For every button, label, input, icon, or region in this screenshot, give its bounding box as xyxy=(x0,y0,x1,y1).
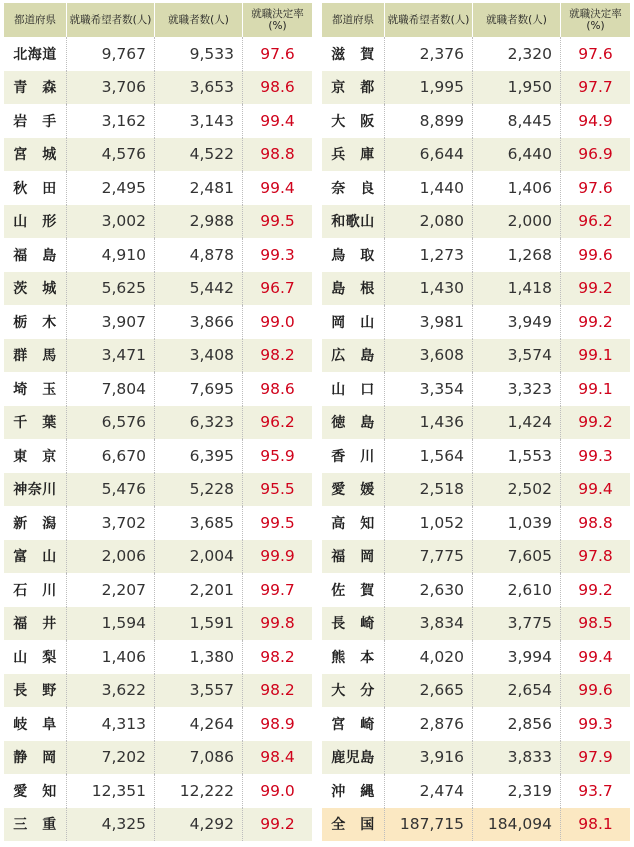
table-row xyxy=(4,372,312,406)
employed-cell: 1,039 xyxy=(472,506,560,540)
employed-cell: 5,442 xyxy=(154,272,242,306)
table-row xyxy=(322,272,630,306)
employed-cell: 7,605 xyxy=(472,540,560,574)
prefecture-cell: 沖 縄 xyxy=(331,783,375,800)
table-row xyxy=(322,506,630,540)
header-rate-line1: 就職決定率 xyxy=(251,8,304,20)
table-body-left xyxy=(4,37,312,841)
prefecture-cell: 長 野 xyxy=(13,683,57,700)
employed-cell: 2,654 xyxy=(472,674,560,708)
rate-cell: 98.5 xyxy=(560,607,630,641)
table-row xyxy=(4,238,312,272)
prefecture-cell: 全 国 xyxy=(331,817,375,834)
table-row xyxy=(322,540,630,574)
table-row xyxy=(4,138,312,172)
employed-cell: 7,086 xyxy=(154,741,242,775)
applicants-cell: 4,020 xyxy=(384,640,472,674)
employed-cell: 2,004 xyxy=(154,540,242,574)
applicants-cell: 1,995 xyxy=(384,71,472,105)
prefecture-cell: 富 山 xyxy=(13,549,57,566)
applicants-cell: 4,576 xyxy=(66,138,154,172)
employed-cell: 3,685 xyxy=(154,506,242,540)
applicants-cell: 2,376 xyxy=(384,37,472,71)
rate-cell: 98.2 xyxy=(242,339,312,373)
rate-cell: 99.4 xyxy=(242,171,312,205)
prefecture-cell: 岐 阜 xyxy=(13,716,57,733)
applicants-cell: 2,495 xyxy=(66,171,154,205)
table-row xyxy=(4,37,312,71)
prefecture-cell: 東 京 xyxy=(13,448,57,465)
rate-cell: 95.9 xyxy=(242,439,312,473)
employed-cell: 9,533 xyxy=(154,37,242,71)
applicants-cell: 3,702 xyxy=(66,506,154,540)
rate-cell: 99.3 xyxy=(560,707,630,741)
rate-cell: 99.2 xyxy=(560,573,630,607)
employed-cell: 1,424 xyxy=(472,406,560,440)
rate-cell: 99.9 xyxy=(242,540,312,574)
applicants-cell: 1,564 xyxy=(384,439,472,473)
prefecture-cell: 静 岡 xyxy=(13,750,57,767)
table-row xyxy=(322,37,630,71)
total-row xyxy=(322,808,630,842)
rate-cell: 99.8 xyxy=(242,607,312,641)
employed-cell: 3,833 xyxy=(472,741,560,775)
table-row xyxy=(322,640,630,674)
table-row xyxy=(322,339,630,373)
table-row xyxy=(4,607,312,641)
rate-cell: 97.7 xyxy=(560,71,630,105)
applicants-cell: 2,207 xyxy=(66,573,154,607)
applicants-cell: 5,476 xyxy=(66,473,154,507)
rate-cell: 98.1 xyxy=(560,808,630,842)
header-rate-line2: (%) xyxy=(268,20,287,32)
prefecture-cell: 和歌山 xyxy=(331,214,375,231)
applicants-cell: 2,080 xyxy=(384,205,472,239)
employed-cell: 6,323 xyxy=(154,406,242,440)
employed-cell: 4,522 xyxy=(154,138,242,172)
rate-cell: 99.0 xyxy=(242,305,312,339)
applicants-cell: 1,436 xyxy=(384,406,472,440)
applicants-cell: 7,804 xyxy=(66,372,154,406)
applicants-cell: 9,767 xyxy=(66,37,154,71)
rate-cell: 97.9 xyxy=(560,741,630,775)
prefecture-cell: 山 梨 xyxy=(13,649,57,666)
employed-cell: 4,878 xyxy=(154,238,242,272)
header-employed: 就職者数(人) xyxy=(472,3,560,37)
employed-cell: 3,994 xyxy=(472,640,560,674)
applicants-cell: 3,834 xyxy=(384,607,472,641)
prefecture-cell: 三 重 xyxy=(13,817,57,834)
employed-cell: 3,775 xyxy=(472,607,560,641)
table-row xyxy=(4,439,312,473)
rate-cell: 96.2 xyxy=(242,406,312,440)
table-row xyxy=(4,808,312,842)
employed-cell: 2,856 xyxy=(472,707,560,741)
table-row xyxy=(322,305,630,339)
table-row xyxy=(322,473,630,507)
employment-table-left xyxy=(4,3,312,841)
table-row xyxy=(4,674,312,708)
rate-cell: 97.6 xyxy=(242,37,312,71)
employed-cell: 3,653 xyxy=(154,71,242,105)
employed-cell: 184,094 xyxy=(472,808,560,842)
prefecture-cell: 奈 良 xyxy=(331,180,375,197)
rate-cell: 99.3 xyxy=(560,439,630,473)
employed-cell: 2,000 xyxy=(472,205,560,239)
employed-cell: 2,320 xyxy=(472,37,560,71)
applicants-cell: 4,910 xyxy=(66,238,154,272)
employed-cell: 6,440 xyxy=(472,138,560,172)
rate-cell: 97.6 xyxy=(560,171,630,205)
employed-cell: 2,201 xyxy=(154,573,242,607)
table-row xyxy=(322,774,630,808)
employed-cell: 4,264 xyxy=(154,707,242,741)
prefecture-cell: 宮 城 xyxy=(13,147,57,164)
employed-cell: 3,866 xyxy=(154,305,242,339)
prefecture-cell: 福 岡 xyxy=(331,549,375,566)
header-prefecture: 都道府県 xyxy=(332,14,374,26)
applicants-cell: 2,474 xyxy=(384,774,472,808)
prefecture-cell: 茨 城 xyxy=(13,281,57,298)
rate-cell: 99.2 xyxy=(560,272,630,306)
prefecture-cell: 広 島 xyxy=(331,348,375,365)
applicants-cell: 6,670 xyxy=(66,439,154,473)
applicants-cell: 4,325 xyxy=(66,808,154,842)
rate-cell: 96.7 xyxy=(242,272,312,306)
table-row xyxy=(322,138,630,172)
applicants-cell: 4,313 xyxy=(66,707,154,741)
table-row xyxy=(4,774,312,808)
applicants-cell: 7,775 xyxy=(384,540,472,574)
applicants-cell: 2,665 xyxy=(384,674,472,708)
employed-cell: 2,319 xyxy=(472,774,560,808)
prefecture-cell: 宮 崎 xyxy=(331,716,375,733)
employed-cell: 1,950 xyxy=(472,71,560,105)
prefecture-cell: 京 都 xyxy=(331,80,375,97)
table-row xyxy=(322,439,630,473)
employed-cell: 3,574 xyxy=(472,339,560,373)
employed-cell: 3,143 xyxy=(154,104,242,138)
rate-cell: 98.9 xyxy=(242,707,312,741)
employed-cell: 2,610 xyxy=(472,573,560,607)
rate-cell: 98.6 xyxy=(242,71,312,105)
prefecture-cell: 愛 媛 xyxy=(331,482,375,499)
employed-cell: 1,591 xyxy=(154,607,242,641)
prefecture-cell: 徳 島 xyxy=(331,415,375,432)
prefecture-cell: 福 島 xyxy=(13,247,57,264)
applicants-cell: 12,351 xyxy=(66,774,154,808)
table-row xyxy=(4,707,312,741)
applicants-cell: 3,907 xyxy=(66,305,154,339)
rate-cell: 99.4 xyxy=(242,104,312,138)
prefecture-cell: 鹿児島 xyxy=(331,750,375,767)
prefecture-cell: 鳥 取 xyxy=(331,247,375,264)
prefecture-cell: 滋 賀 xyxy=(331,46,375,63)
header-applicants: 就職希望者数(人) xyxy=(66,3,154,37)
table-row xyxy=(322,674,630,708)
employed-cell: 1,406 xyxy=(472,171,560,205)
applicants-cell: 1,273 xyxy=(384,238,472,272)
employed-cell: 3,949 xyxy=(472,305,560,339)
employed-cell: 5,228 xyxy=(154,473,242,507)
applicants-cell: 2,518 xyxy=(384,473,472,507)
applicants-cell: 3,354 xyxy=(384,372,472,406)
rate-cell: 98.2 xyxy=(242,640,312,674)
applicants-cell: 1,594 xyxy=(66,607,154,641)
prefecture-cell: 群 馬 xyxy=(13,348,57,365)
prefecture-cell: 新 潟 xyxy=(13,515,57,532)
rate-cell: 99.6 xyxy=(560,674,630,708)
table-row xyxy=(4,640,312,674)
table-row xyxy=(4,205,312,239)
employed-cell: 3,408 xyxy=(154,339,242,373)
header-rate-line1: 就職決定率 xyxy=(569,8,622,20)
prefecture-cell: 熊 本 xyxy=(331,649,375,666)
applicants-cell: 7,202 xyxy=(66,741,154,775)
employed-cell: 2,502 xyxy=(472,473,560,507)
table-row xyxy=(4,171,312,205)
applicants-cell: 3,981 xyxy=(384,305,472,339)
prefecture-cell: 島 根 xyxy=(331,281,375,298)
applicants-cell: 3,002 xyxy=(66,205,154,239)
prefecture-cell: 石 川 xyxy=(13,582,57,599)
prefecture-cell: 山 口 xyxy=(331,381,375,398)
table-row xyxy=(322,372,630,406)
rate-cell: 93.7 xyxy=(560,774,630,808)
applicants-cell: 187,715 xyxy=(384,808,472,842)
employed-cell: 6,395 xyxy=(154,439,242,473)
table-row xyxy=(4,71,312,105)
applicants-cell: 1,430 xyxy=(384,272,472,306)
rate-cell: 99.5 xyxy=(242,506,312,540)
table-row xyxy=(322,573,630,607)
table-row xyxy=(322,205,630,239)
prefecture-cell: 福 井 xyxy=(13,616,57,633)
applicants-cell: 3,706 xyxy=(66,71,154,105)
table-row xyxy=(4,473,312,507)
applicants-cell: 2,630 xyxy=(384,573,472,607)
header-prefecture: 都道府県 xyxy=(14,14,56,26)
prefecture-cell: 大 阪 xyxy=(331,113,375,130)
employed-cell: 4,292 xyxy=(154,808,242,842)
header-rate xyxy=(242,3,312,37)
prefecture-cell: 兵 庫 xyxy=(331,147,375,164)
applicants-cell: 5,625 xyxy=(66,272,154,306)
employed-cell: 7,695 xyxy=(154,372,242,406)
prefecture-cell: 神奈川 xyxy=(13,482,57,499)
prefecture-cell: 山 形 xyxy=(13,214,57,231)
rate-cell: 99.2 xyxy=(560,406,630,440)
employed-cell: 2,481 xyxy=(154,171,242,205)
applicants-cell: 3,471 xyxy=(66,339,154,373)
employed-cell: 2,988 xyxy=(154,205,242,239)
rate-cell: 99.4 xyxy=(560,473,630,507)
applicants-cell: 6,576 xyxy=(66,406,154,440)
rate-cell: 98.2 xyxy=(242,674,312,708)
employed-cell: 1,268 xyxy=(472,238,560,272)
prefecture-cell: 岩 手 xyxy=(13,113,57,130)
prefecture-cell: 秋 田 xyxy=(13,180,57,197)
applicants-cell: 2,006 xyxy=(66,540,154,574)
table-row xyxy=(322,607,630,641)
rate-cell: 94.9 xyxy=(560,104,630,138)
rate-cell: 99.0 xyxy=(242,774,312,808)
rate-cell: 97.8 xyxy=(560,540,630,574)
table-row xyxy=(4,573,312,607)
prefecture-cell: 埼 玉 xyxy=(13,381,57,398)
table-row xyxy=(4,339,312,373)
prefecture-cell: 千 葉 xyxy=(13,415,57,432)
rate-cell: 97.6 xyxy=(560,37,630,71)
rate-cell: 98.4 xyxy=(242,741,312,775)
table-row xyxy=(4,406,312,440)
applicants-cell: 3,622 xyxy=(66,674,154,708)
table-row xyxy=(322,171,630,205)
rate-cell: 99.3 xyxy=(242,238,312,272)
employed-cell: 1,418 xyxy=(472,272,560,306)
prefecture-cell: 高 知 xyxy=(331,515,375,532)
employed-cell: 8,445 xyxy=(472,104,560,138)
prefecture-cell: 愛 知 xyxy=(13,783,57,800)
applicants-cell: 1,052 xyxy=(384,506,472,540)
applicants-cell: 1,406 xyxy=(66,640,154,674)
rate-cell: 98.8 xyxy=(560,506,630,540)
rate-cell: 99.1 xyxy=(560,372,630,406)
rate-cell: 96.9 xyxy=(560,138,630,172)
employed-cell: 1,553 xyxy=(472,439,560,473)
table-row xyxy=(4,540,312,574)
prefecture-cell: 香 川 xyxy=(331,448,375,465)
header-employed: 就職者数(人) xyxy=(154,3,242,37)
rate-cell: 99.6 xyxy=(560,238,630,272)
applicants-cell: 3,162 xyxy=(66,104,154,138)
prefecture-cell: 岡 山 xyxy=(331,314,375,331)
header-rate-line2: (%) xyxy=(586,20,605,32)
rate-cell: 99.1 xyxy=(560,339,630,373)
table-row xyxy=(4,104,312,138)
rate-cell: 99.7 xyxy=(242,573,312,607)
applicants-cell: 3,608 xyxy=(384,339,472,373)
rate-cell: 96.2 xyxy=(560,205,630,239)
employed-cell: 3,323 xyxy=(472,372,560,406)
employed-cell: 12,222 xyxy=(154,774,242,808)
table-row xyxy=(4,741,312,775)
prefecture-cell: 長 崎 xyxy=(331,616,375,633)
table-row xyxy=(4,506,312,540)
employment-table-right xyxy=(322,3,630,841)
prefecture-cell: 栃 木 xyxy=(13,314,57,331)
applicants-cell: 6,644 xyxy=(384,138,472,172)
table-header xyxy=(322,3,630,37)
table-row xyxy=(322,741,630,775)
rate-cell: 98.6 xyxy=(242,372,312,406)
table-row xyxy=(4,305,312,339)
table-body-right xyxy=(322,37,630,841)
table-row xyxy=(322,104,630,138)
rate-cell: 98.8 xyxy=(242,138,312,172)
header-rate xyxy=(560,3,630,37)
rate-cell: 95.5 xyxy=(242,473,312,507)
employed-cell: 3,557 xyxy=(154,674,242,708)
rate-cell: 99.5 xyxy=(242,205,312,239)
table-row xyxy=(4,272,312,306)
employed-cell: 1,380 xyxy=(154,640,242,674)
rate-cell: 99.2 xyxy=(560,305,630,339)
applicants-cell: 8,899 xyxy=(384,104,472,138)
header-applicants: 就職希望者数(人) xyxy=(384,3,472,37)
prefecture-cell: 青 森 xyxy=(13,80,57,97)
applicants-cell: 2,876 xyxy=(384,707,472,741)
prefecture-cell: 大 分 xyxy=(331,683,375,700)
applicants-cell: 1,440 xyxy=(384,171,472,205)
table-row xyxy=(322,238,630,272)
prefecture-cell: 北海道 xyxy=(13,46,57,63)
rate-cell: 99.2 xyxy=(242,808,312,842)
table-header xyxy=(4,3,312,37)
rate-cell: 99.4 xyxy=(560,640,630,674)
table-row xyxy=(322,71,630,105)
table-row xyxy=(322,707,630,741)
table-row xyxy=(322,406,630,440)
prefecture-cell: 佐 賀 xyxy=(331,582,375,599)
applicants-cell: 3,916 xyxy=(384,741,472,775)
